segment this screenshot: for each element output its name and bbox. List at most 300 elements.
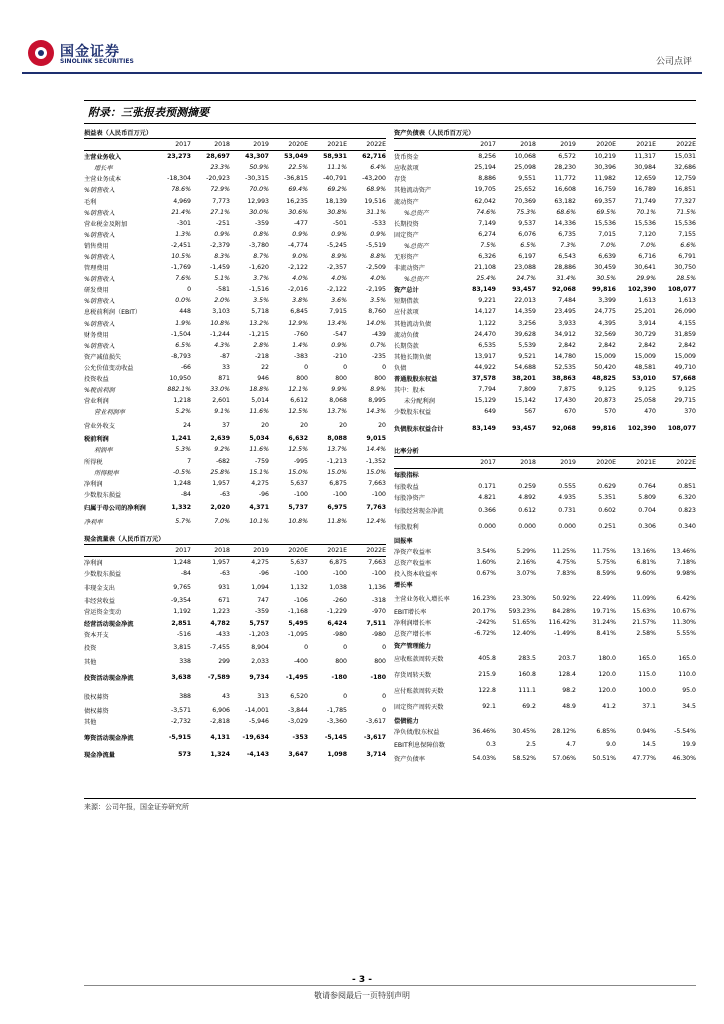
table-row (84, 295, 386, 306)
row-value: 31.1% (366, 208, 386, 216)
row-value: 14.5 (642, 741, 656, 749)
section-title: 资产负债表（人民币百万元） (394, 127, 696, 139)
row-value: 2.5 (526, 741, 536, 749)
row-label: 研发费用 (84, 287, 109, 295)
table-row (394, 737, 696, 753)
header-blank (84, 545, 152, 557)
doc-type: 公司点评 (655, 57, 692, 67)
income-statement-table (84, 127, 386, 527)
row-value: -2,379 (210, 241, 230, 249)
row-value: 2.0% (214, 297, 230, 305)
row-value: 5.29% (516, 547, 536, 555)
table-row (84, 656, 386, 667)
row-label: 股权募资 (84, 694, 109, 702)
row-value: -5,245 (327, 241, 347, 249)
row-value: 6.5% (520, 241, 536, 249)
row-value: -100 (371, 570, 386, 578)
row-value: 8.7% (253, 252, 269, 260)
row-value: 11,772 (554, 175, 576, 183)
row-value: 19,705 (474, 186, 496, 194)
row-value: 0.171 (478, 482, 496, 490)
row-value: 33 (222, 363, 230, 371)
row-value: 3.5% (253, 297, 269, 305)
row-label: 应付款项 (394, 309, 419, 317)
row-value: 37,578 (472, 375, 496, 383)
row-value: 0.9% (331, 230, 347, 238)
row-label: 财务费用 (84, 331, 109, 339)
row-value: 32,686 (674, 164, 696, 172)
table-row (84, 340, 386, 351)
row-label: EBIT利息保障倍数 (394, 742, 445, 750)
row-value: 25.8% (210, 468, 230, 476)
row-label: 投资 (84, 645, 97, 653)
row-value: -3,617 (366, 717, 386, 725)
row-value: 84.28% (552, 608, 576, 616)
row-label: EBIT增长率 (394, 609, 427, 617)
row-value: 6,274 (478, 230, 496, 238)
row-value: 48,825 (592, 375, 616, 383)
row-value: 10.8% (288, 517, 308, 525)
table-row (394, 384, 696, 395)
row-value: -970 (371, 608, 386, 616)
row-value: 0 (343, 363, 347, 371)
row-label: 存货周转天数 (394, 672, 432, 680)
row-value: 11.09% (632, 594, 656, 602)
row-value: 0.306 (638, 523, 656, 531)
row-value: 19.9 (682, 741, 696, 749)
row-value: -2,818 (210, 717, 230, 725)
row-value: 4,969 (173, 197, 191, 205)
row-value: -400 (293, 657, 308, 665)
row-label: 流动负债 (394, 331, 419, 339)
table-row (394, 535, 696, 546)
row-value: 0 (382, 706, 386, 714)
row-value: 13.16% (632, 547, 656, 555)
row-value: 6,535 (478, 341, 496, 349)
row-label: 主营业务收入 (84, 154, 122, 162)
row-value: 53,010 (632, 375, 656, 383)
table-row (394, 218, 696, 229)
row-value: 11,317 (634, 153, 656, 161)
row-value: 11.75% (592, 547, 616, 555)
table-row (84, 444, 386, 455)
table-row (394, 667, 696, 683)
row-value (616, 535, 656, 546)
row-value: -359 (254, 219, 269, 227)
row-value: 70.1% (636, 208, 656, 216)
row-value: 116.42% (548, 619, 576, 627)
row-value: 6.42% (676, 594, 696, 602)
row-value: -980 (371, 630, 386, 638)
table-row (394, 240, 696, 251)
table-row (84, 284, 386, 295)
row-value: 47.77% (632, 754, 656, 762)
row-value: -14,001 (245, 706, 269, 714)
row-value: 11,982 (594, 175, 616, 183)
year-header: 2020E (576, 457, 616, 469)
row-label: 资产管理能力 (394, 642, 432, 650)
row-value: 102,390 (627, 424, 656, 432)
row-value: 0 (304, 363, 308, 371)
row-label: 息税前利润（EBIT） (84, 309, 142, 317)
row-value: 6,424 (327, 619, 347, 627)
row-value (536, 715, 576, 726)
row-value: 12.4% (366, 517, 386, 525)
row-value: 299 (218, 657, 230, 665)
row-value: 0.629 (598, 482, 616, 490)
row-label: 未分配利润 (404, 398, 435, 406)
row-value: 4,371 (249, 504, 269, 512)
row-label: 总资产收益率 (394, 559, 432, 567)
row-value: 180.0 (598, 655, 616, 663)
row-value: 7,773 (212, 197, 230, 205)
row-value: 6,735 (558, 230, 576, 238)
row-label: %销售收入 (84, 209, 115, 217)
row-value: 16,789 (634, 186, 656, 194)
table-row (84, 749, 386, 760)
row-value: 30.8% (327, 208, 347, 216)
row-value: 3.8% (292, 297, 308, 305)
row-value: -43,200 (362, 175, 386, 183)
row-value: 37 (222, 421, 230, 429)
row-value: 39,628 (514, 330, 536, 338)
row-value: 1.60% (476, 558, 496, 566)
row-value: 0.000 (518, 523, 536, 531)
table-row (84, 373, 386, 384)
row-value: 10.67% (672, 608, 696, 616)
row-value: 28.12% (552, 727, 576, 735)
row-value: -19,634 (242, 734, 269, 742)
row-value: 27.1% (210, 208, 230, 216)
row-value: 22,013 (514, 297, 536, 305)
row-value: -5,145 (324, 734, 347, 742)
row-value: 7.6% (175, 275, 191, 283)
row-value (656, 715, 696, 726)
row-value: 8.41% (596, 630, 616, 638)
row-value: 14.4% (366, 446, 386, 454)
row-value: -581 (215, 286, 230, 294)
row-value: -40,791 (323, 175, 347, 183)
table-row (84, 207, 386, 218)
year-header: 2019 (536, 139, 576, 151)
row-value: 23,273 (167, 153, 191, 161)
row-value: 5,737 (288, 504, 308, 512)
row-value: 58.52% (512, 754, 536, 762)
row-value: 28,230 (554, 164, 576, 172)
year-header: 2020E (269, 545, 308, 557)
header-blank (394, 139, 456, 151)
year-header: 2019 (536, 457, 576, 469)
table-row (84, 162, 386, 173)
row-label: 流动资产 (394, 198, 419, 206)
row-value: 4,155 (678, 319, 696, 327)
table-row (84, 151, 386, 163)
table-row (394, 726, 696, 737)
row-value: 7.0% (214, 517, 230, 525)
row-value: 13.4% (327, 319, 347, 327)
row-value: 7.18% (676, 558, 696, 566)
row-value: 567 (524, 408, 536, 416)
row-value: 670 (564, 408, 576, 416)
row-value: -1,244 (210, 330, 230, 338)
row-value: 12.40% (512, 630, 536, 638)
row-value (616, 639, 656, 650)
table-row (84, 384, 386, 395)
row-value: 0.251 (598, 523, 616, 531)
row-value: 6,197 (518, 252, 536, 260)
row-value: 0.366 (478, 507, 496, 515)
row-value: 83,149 (472, 424, 496, 432)
row-value: 99,816 (592, 286, 616, 294)
row-label: 其他流动资产 (394, 187, 432, 195)
table-row (84, 329, 386, 340)
table-row (84, 467, 386, 478)
row-value (576, 535, 616, 546)
section-title: 现金流量表（人民币百万元） (84, 533, 386, 545)
row-value: 8.59% (596, 570, 616, 578)
row-value: -533 (371, 219, 386, 227)
row-value: -980 (332, 630, 347, 638)
year-header-row (394, 457, 696, 469)
row-value: 4,275 (251, 559, 269, 567)
row-value: -30,315 (245, 175, 269, 183)
table-row (394, 651, 696, 667)
row-value: 5,637 (290, 559, 308, 567)
row-value: 13,917 (474, 352, 496, 360)
balance-sheet-table (394, 127, 696, 439)
row-value: 3,638 (171, 674, 191, 682)
row-value: 8.3% (214, 252, 230, 260)
row-label: 非流动资产 (394, 265, 425, 273)
row-value (656, 639, 696, 650)
row-label: 管理费用 (84, 265, 109, 273)
row-value: 22.5% (288, 164, 308, 172)
row-label: 投资收益 (84, 376, 109, 384)
row-value: 15,009 (594, 352, 616, 360)
row-value: 24.7% (516, 275, 536, 283)
row-value: 5,014 (251, 397, 269, 405)
row-value: 69.4% (288, 186, 308, 194)
table-row (84, 395, 386, 406)
row-value: 4.0% (292, 275, 308, 283)
row-value: 9.0 (606, 741, 616, 749)
row-value: -682 (215, 457, 230, 465)
row-value: 83,149 (472, 286, 496, 294)
table-row (394, 503, 696, 519)
row-value: 23.3% (210, 164, 230, 172)
row-value: 57.06% (552, 754, 576, 762)
row-value: 99,816 (592, 424, 616, 432)
row-value: -36,815 (284, 175, 308, 183)
row-value: 108,077 (667, 286, 696, 294)
table-row (394, 273, 696, 284)
brand-logo (28, 40, 228, 68)
row-value (616, 579, 656, 590)
row-value: -1,095 (288, 630, 308, 638)
year-header: 2018 (191, 139, 230, 151)
row-value: 95.0 (682, 687, 696, 695)
row-value (536, 535, 576, 546)
row-label: %销售收入 (84, 187, 115, 195)
year-header: 2021E (616, 457, 656, 469)
row-value: 4.0% (331, 275, 347, 283)
row-label: 主营业务成本 (84, 176, 122, 184)
table-row (84, 240, 386, 251)
row-value: 9,015 (366, 435, 386, 443)
row-value: -1,620 (249, 264, 269, 272)
row-value: 21,108 (474, 264, 496, 272)
row-value: 20,873 (594, 397, 616, 405)
section-title: 比率分析 (394, 445, 696, 457)
row-value: -3,844 (288, 706, 308, 714)
row-label: 无形资产 (394, 253, 419, 261)
year-header: 2017 (456, 139, 496, 151)
row-value: 12.1% (288, 386, 308, 394)
row-value: 25,201 (634, 308, 656, 316)
row-value: -251 (215, 219, 230, 227)
row-value: 41.2 (602, 703, 616, 711)
row-label: 增长率 (394, 582, 413, 590)
table-row (394, 617, 696, 628)
row-value: 6.320 (678, 493, 696, 501)
row-label: 经营活动现金净流 (84, 620, 134, 628)
row-value: 2,020 (210, 504, 230, 512)
year-header: 2022E (347, 139, 386, 151)
row-value: -210 (332, 352, 347, 360)
row-value: 5.7% (175, 517, 191, 525)
table-row (84, 579, 386, 595)
row-value: 0.3 (486, 741, 496, 749)
row-label: 非现金支出 (84, 584, 115, 592)
row-label: 少数股东损益 (84, 491, 122, 499)
row-value: 100.0 (638, 687, 656, 695)
row-label: 其他 (84, 658, 97, 666)
row-value: 8,760 (368, 308, 386, 316)
table-row (84, 617, 386, 628)
table-row (394, 373, 696, 384)
row-label: %销售收入 (84, 231, 115, 239)
row-value: 16,608 (554, 186, 576, 194)
row-value: 6,543 (558, 252, 576, 260)
row-value: -2,122 (327, 286, 347, 294)
row-value: 92.1 (482, 703, 496, 711)
row-value: 48.9 (562, 703, 576, 711)
table-row (394, 753, 696, 764)
row-label: 其他 (84, 718, 97, 726)
table-row (394, 606, 696, 617)
row-value: 20 (261, 421, 269, 429)
row-value: 5.2% (175, 408, 191, 416)
row-value: 15,536 (594, 219, 616, 227)
row-value: 20 (300, 421, 308, 429)
row-value: 21.57% (632, 619, 656, 627)
table-row (84, 606, 386, 617)
table-row (84, 218, 386, 229)
row-value: 0.0% (175, 297, 191, 305)
row-value: 0 (382, 644, 386, 652)
row-value (576, 715, 616, 726)
row-value: 0.7% (370, 341, 386, 349)
row-value: 6,572 (558, 153, 576, 161)
row-value: 1,038 (329, 583, 347, 591)
row-value: 9.60% (636, 570, 656, 578)
row-value: 5.55% (676, 630, 696, 638)
row-value: -9,354 (171, 597, 191, 605)
row-value: 9,537 (518, 219, 536, 227)
row-value: 3.5% (370, 297, 386, 305)
row-value: 2,601 (212, 397, 230, 405)
row-value: 69.2 (522, 703, 536, 711)
row-value (576, 639, 616, 650)
row-value (536, 639, 576, 650)
row-value: 8,256 (478, 153, 496, 161)
row-value: 26,090 (674, 308, 696, 316)
row-value: -18,304 (167, 175, 191, 183)
row-value: 57,668 (672, 375, 696, 383)
row-value: 9,734 (249, 674, 269, 682)
table-row (394, 481, 696, 492)
row-value: 5.1% (214, 275, 230, 283)
row-value: 110.0 (678, 671, 696, 679)
table-row (394, 295, 696, 306)
row-value: 9,125 (678, 386, 696, 394)
table-row (394, 628, 696, 639)
row-value: 448 (179, 308, 191, 316)
table-row (84, 362, 386, 373)
row-value: 4.75% (556, 558, 576, 566)
row-value: 4.935 (558, 493, 576, 501)
row-value: 12,993 (247, 197, 269, 205)
source-note: 来源：公司年报，国金证券研究所 (84, 803, 189, 811)
year-header-row (84, 545, 386, 557)
row-value: -4,143 (246, 750, 269, 758)
row-label: 每股经营现金净流 (394, 508, 444, 516)
row-value: 0.67% (476, 570, 496, 578)
row-value: 16.23% (472, 594, 496, 602)
row-value (496, 639, 536, 650)
header-blank (394, 457, 456, 469)
row-value: -96 (258, 570, 269, 578)
row-value: -516 (176, 630, 191, 638)
row-value: 13.7% (327, 408, 347, 416)
row-value: -2,357 (327, 264, 347, 272)
row-value (616, 715, 656, 726)
row-value: -501 (332, 219, 347, 227)
row-label: 投入资本收益率 (394, 571, 438, 579)
table-row (84, 568, 386, 579)
row-value: 30,750 (674, 264, 696, 272)
row-label: 净负债/股东权益 (394, 728, 440, 736)
row-value: 30,459 (594, 264, 616, 272)
row-value: 43,307 (245, 153, 269, 161)
row-value: 2,842 (678, 341, 696, 349)
row-value: 111.1 (518, 687, 536, 695)
row-value: 1,324 (210, 750, 230, 758)
year-header-row (394, 139, 696, 151)
row-value: 74.6% (476, 208, 496, 216)
disclaimer: 敬请参阅最后一页特别声明 (314, 991, 410, 1000)
row-value (576, 579, 616, 590)
table-row (84, 351, 386, 362)
row-value: 13.2% (249, 319, 269, 327)
row-value: 1,136 (368, 583, 386, 591)
row-value (656, 535, 696, 546)
row-label: 营业利润率 (94, 409, 125, 417)
row-value: 8,995 (368, 397, 386, 405)
row-value: 18,139 (325, 197, 347, 205)
row-value: 7,809 (518, 386, 536, 394)
row-value: 15,009 (634, 352, 656, 360)
